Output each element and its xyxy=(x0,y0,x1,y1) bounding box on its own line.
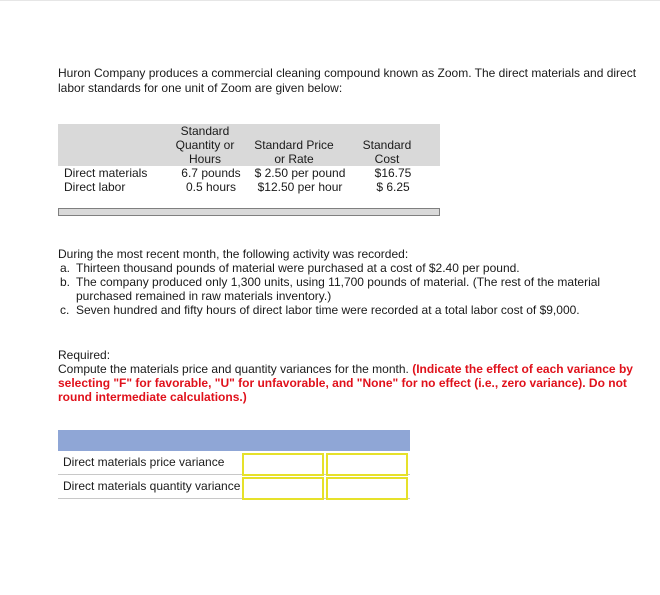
top-divider xyxy=(0,0,660,1)
header-blank xyxy=(58,124,168,166)
table-row xyxy=(58,166,440,180)
price-variance-amount-input[interactable] xyxy=(242,453,324,476)
item-marker: c. xyxy=(60,303,70,317)
activity-list xyxy=(58,261,638,317)
row-label: Direct labor xyxy=(64,180,126,194)
row-label: Direct materials xyxy=(64,166,148,180)
standards-table-footer xyxy=(58,208,440,216)
list-item xyxy=(58,275,638,303)
list-item xyxy=(58,261,638,275)
problem-intro: Huron Company produces a commercial cleaning compound known as Zoom. The direct materials and direct labor standards for one unit of Zoom are given below: xyxy=(58,66,637,95)
row-quantity: 6.7 pounds xyxy=(181,166,241,180)
required-body xyxy=(58,362,650,404)
header-standard-cost: Standard Cost xyxy=(362,138,412,166)
item-text: Thirteen thousand pounds of material were purchased at a cost of $2.40 per pound. xyxy=(76,261,520,275)
required-instruction: (Indicate the effect of each variance by selecting "F" for favorable, "U" for unfavorable, and "None" for no effect (i.e., zero variance). Do not round intermediate calculations.) xyxy=(58,362,633,404)
row-cost: $ 6.25 xyxy=(376,180,410,194)
required-section xyxy=(58,348,650,404)
price-variance-effect-input[interactable] xyxy=(326,453,408,476)
required-heading: Required: xyxy=(58,348,111,362)
activity-lead: During the most recent month, the following activity was recorded: xyxy=(58,247,409,261)
item-text: The company produced only 1,300 units, using 11,700 pounds of material. (The rest of the material purchased remained in raw materials inventory.) xyxy=(76,275,601,303)
answer-table-header xyxy=(58,430,410,451)
item-marker: b. xyxy=(60,275,71,289)
answer-row-label: Direct materials price variance xyxy=(63,455,225,469)
quantity-variance-effect-input[interactable] xyxy=(326,477,408,500)
row-price: $ 2.50 per pound xyxy=(254,166,346,180)
table-row xyxy=(58,180,440,194)
header-standard-price: Standard Price or Rate xyxy=(254,138,334,166)
table-row xyxy=(58,451,410,475)
table-row xyxy=(58,475,410,499)
answer-table xyxy=(58,430,410,499)
quantity-variance-amount-input[interactable] xyxy=(242,477,324,500)
activity-section xyxy=(58,247,638,317)
required-text: Compute the materials price and quantity variances for the month. xyxy=(58,362,409,376)
item-marker: a. xyxy=(60,261,71,275)
standards-table xyxy=(58,124,440,216)
row-quantity: 0.5 hours xyxy=(185,180,237,194)
row-cost: $16.75 xyxy=(374,166,412,180)
answer-row-label: Direct materials quantity variance xyxy=(63,479,241,493)
standards-table-header xyxy=(58,124,440,166)
item-text: Seven hundred and fifty hours of direct labor time were recorded at a total labor cost of $9,000. xyxy=(76,303,580,317)
list-item xyxy=(58,303,638,317)
header-standard-quantity: Standard Quantity or Hours xyxy=(175,124,235,166)
row-price: $12.50 per hour xyxy=(257,180,343,194)
